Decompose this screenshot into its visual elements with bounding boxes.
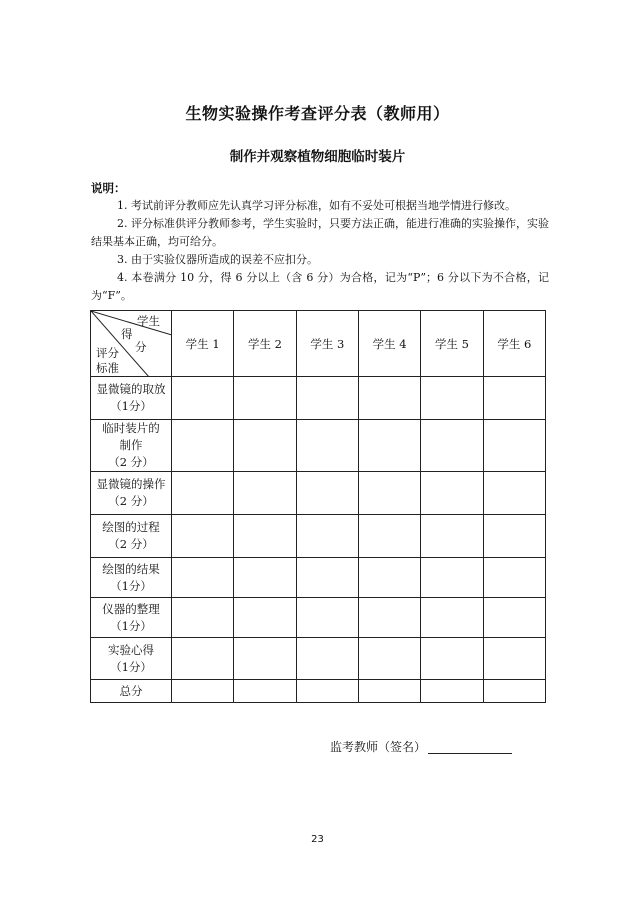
score-cell[interactable] — [421, 472, 483, 515]
scoring-table — [90, 310, 546, 703]
score-cell[interactable] — [296, 598, 358, 638]
score-cell[interactable] — [296, 472, 358, 515]
signature-area — [330, 738, 512, 755]
score-cell[interactable] — [296, 515, 358, 558]
score-cell[interactable] — [172, 638, 234, 680]
table-row — [91, 515, 546, 558]
signature-line[interactable] — [428, 741, 512, 754]
table-row — [91, 558, 546, 598]
score-cell[interactable] — [172, 598, 234, 638]
table-header-row — [91, 311, 546, 377]
score-cell[interactable] — [296, 680, 358, 703]
score-cell[interactable] — [483, 420, 545, 472]
score-cell[interactable] — [421, 558, 483, 598]
score-cell[interactable] — [483, 472, 545, 515]
score-cell[interactable] — [421, 377, 483, 420]
corner-label-criteria-1: 评分 — [96, 346, 119, 360]
page-subtitle: 制作并观察植物细胞临时装片 — [229, 149, 406, 165]
score-cell[interactable] — [421, 598, 483, 638]
score-cell[interactable] — [172, 680, 234, 703]
score-cell[interactable] — [483, 515, 545, 558]
column-header-student-2: 学生 2 — [234, 311, 296, 377]
score-cell[interactable] — [296, 558, 358, 598]
score-cell[interactable] — [358, 377, 420, 420]
score-cell[interactable] — [358, 558, 420, 598]
table-row — [91, 638, 546, 680]
score-cell[interactable] — [172, 377, 234, 420]
criterion-cell: 绘图的过程 （2 分） — [91, 515, 172, 558]
corner-label-criteria-2: 标准 — [96, 361, 119, 375]
instruction-item: 4. 本卷满分 10 分，得 6 分以上（含 6 分）为合格，记为“P”；6 分以下为不合格，记为“F”。 — [91, 271, 549, 302]
table-row — [91, 377, 546, 420]
score-cell[interactable] — [172, 515, 234, 558]
instruction-item: 2. 评分标准供评分教师参考，学生实验时，只要方法正确，能进行准确的实验操作，实验结果基本正确，均可给分。 — [91, 217, 549, 248]
score-cell[interactable] — [296, 377, 358, 420]
criterion-cell: 显微镜的取放 （1分） — [91, 377, 172, 420]
score-cell[interactable] — [358, 515, 420, 558]
score-cell[interactable] — [483, 680, 545, 703]
score-cell[interactable] — [358, 472, 420, 515]
column-header-student-5: 学生 5 — [421, 311, 483, 377]
score-cell[interactable] — [172, 420, 234, 472]
score-cell[interactable] — [234, 420, 296, 472]
criterion-cell: 实验心得 （1分） — [91, 638, 172, 680]
score-cell[interactable] — [296, 638, 358, 680]
score-cell[interactable] — [172, 558, 234, 598]
score-cell[interactable] — [421, 420, 483, 472]
score-cell[interactable] — [234, 680, 296, 703]
column-header-student-3: 学生 3 — [296, 311, 358, 377]
criterion-cell: 临时装片的 制作 （2 分） — [91, 420, 172, 472]
table-row — [91, 420, 546, 472]
column-header-student-1: 学生 1 — [172, 311, 234, 377]
column-header-student-6: 学生 6 — [483, 311, 545, 377]
score-cell[interactable] — [234, 558, 296, 598]
instruction-item: 3. 由于实验仪器所造成的误差不应扣分。 — [117, 253, 318, 266]
column-header-student-4: 学生 4 — [358, 311, 420, 377]
score-cell[interactable] — [421, 680, 483, 703]
criterion-cell-total: 总分 — [91, 680, 172, 703]
table-row-total — [91, 680, 546, 703]
score-cell[interactable] — [296, 420, 358, 472]
score-cell[interactable] — [483, 598, 545, 638]
table-row — [91, 472, 546, 515]
instructions-heading: 说明： — [91, 181, 126, 195]
score-cell[interactable] — [483, 638, 545, 680]
score-cell[interactable] — [234, 377, 296, 420]
signature-label: 监考教师（签名） — [330, 740, 427, 754]
score-cell[interactable] — [234, 515, 296, 558]
criterion-cell: 绘图的结果 （1分） — [91, 558, 172, 598]
instruction-item: 1. 考试前评分教师应先认真学习评分标准，如有不妥处可根据当地学情进行修改。 — [117, 199, 516, 212]
score-cell[interactable] — [483, 558, 545, 598]
table-row — [91, 598, 546, 638]
score-cell[interactable] — [234, 598, 296, 638]
page-number: 23 — [311, 834, 324, 845]
score-cell[interactable] — [358, 638, 420, 680]
corner-label-score-2: 分 — [135, 340, 147, 354]
score-cell[interactable] — [421, 638, 483, 680]
score-cell[interactable] — [358, 598, 420, 638]
score-cell[interactable] — [234, 638, 296, 680]
instructions — [91, 179, 549, 305]
score-cell[interactable] — [358, 420, 420, 472]
score-cell[interactable] — [234, 472, 296, 515]
score-cell[interactable] — [483, 377, 545, 420]
page-title: 生物实验操作考查评分表（教师用） — [185, 104, 450, 123]
score-cell[interactable] — [358, 680, 420, 703]
diagonal-header-cell — [91, 311, 172, 377]
corner-label-score-1: 得 — [121, 327, 133, 341]
criterion-cell: 显微镜的操作 （2 分） — [91, 472, 172, 515]
criterion-cell: 仪器的整理 （1分） — [91, 598, 172, 638]
corner-label-student: 学生 — [137, 314, 160, 328]
score-cell[interactable] — [172, 472, 234, 515]
score-cell[interactable] — [421, 515, 483, 558]
